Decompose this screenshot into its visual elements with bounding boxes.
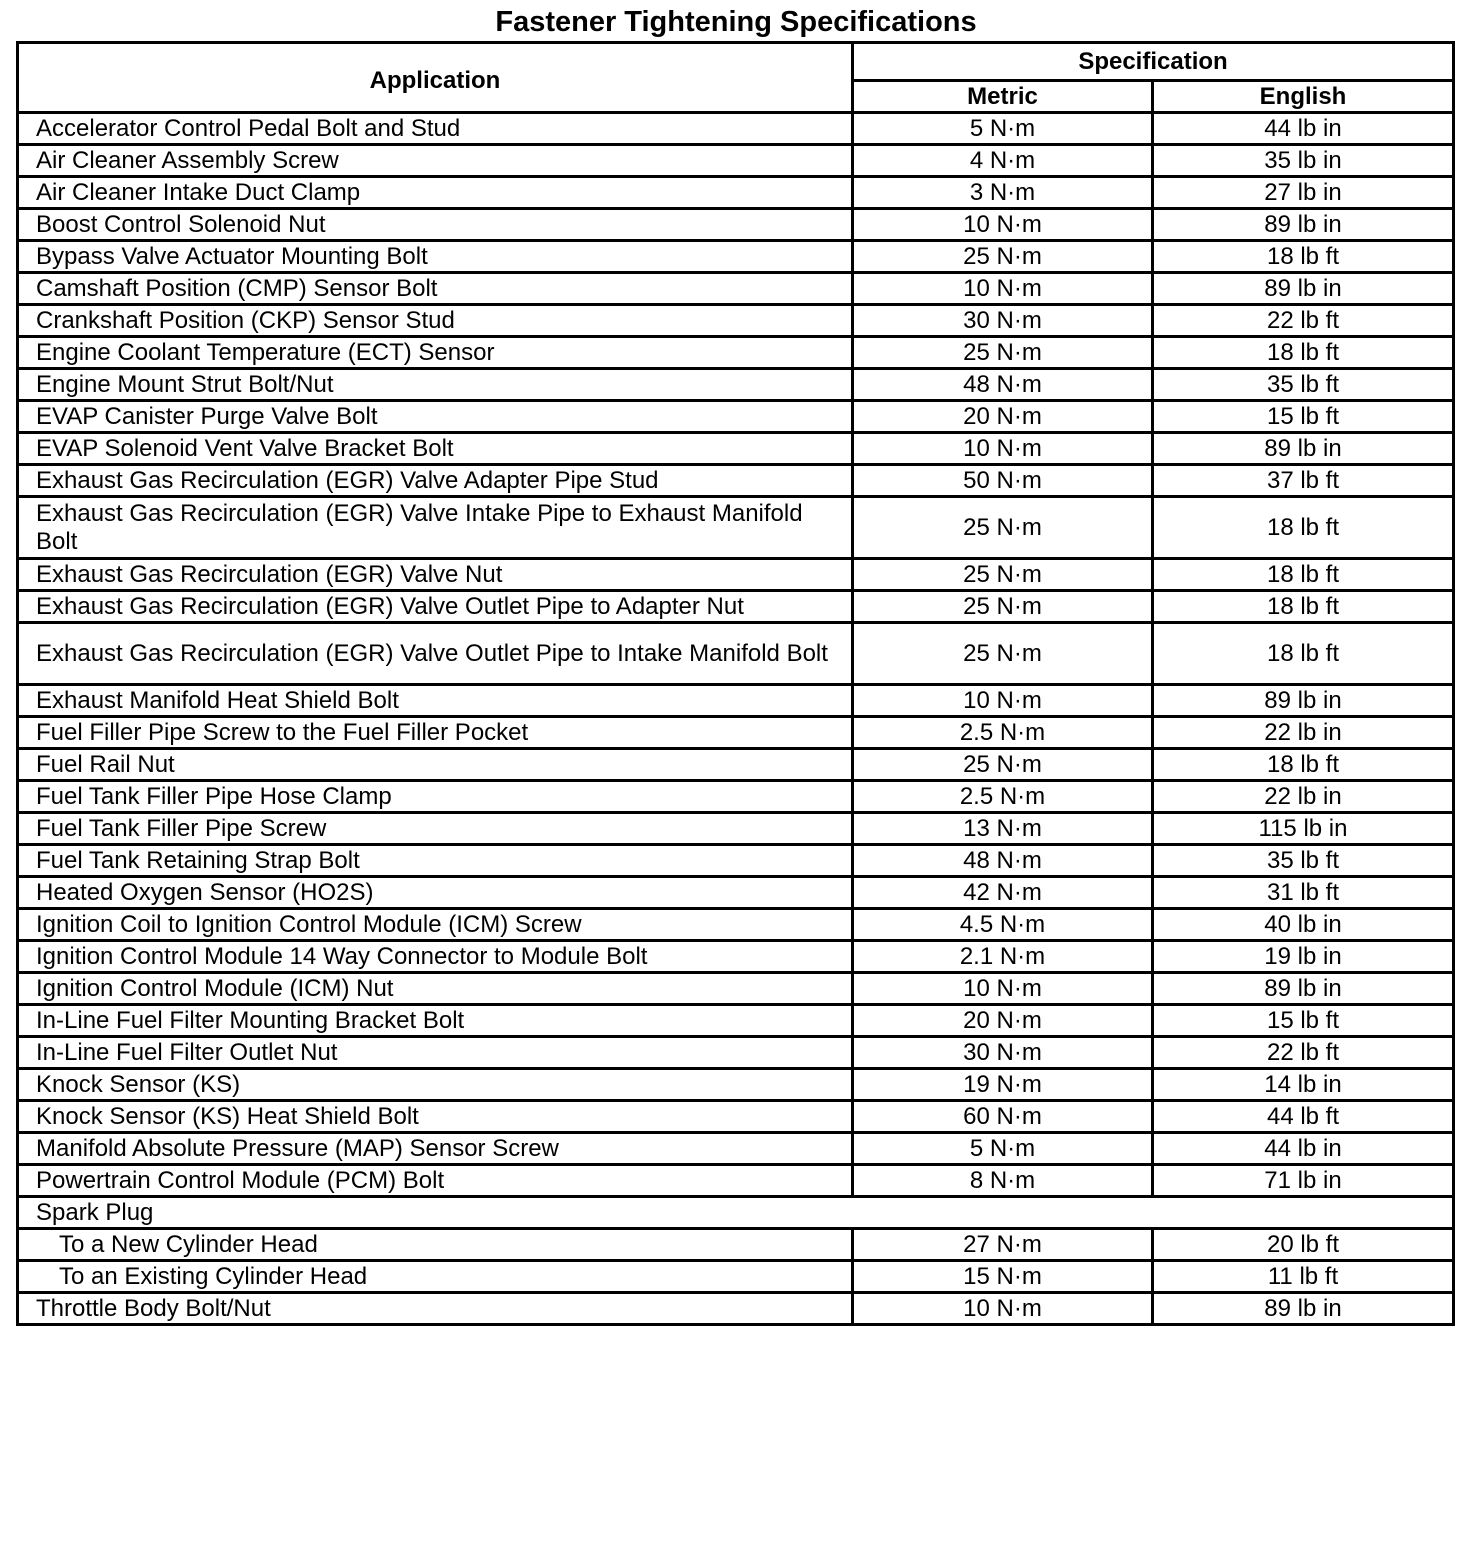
metric-cell: 30 N·m [853,1037,1153,1069]
metric-cell: 10 N·m [853,973,1153,1005]
metric-cell: 25 N·m [853,623,1153,685]
english-cell: 115 lb in [1153,813,1454,845]
application-cell: Air Cleaner Assembly Screw [18,145,853,177]
english-cell: 22 lb ft [1153,305,1454,337]
metric-cell: 48 N·m [853,369,1153,401]
metric-cell: 13 N·m [853,813,1153,845]
table-row [18,177,1454,209]
header-application: Application [18,43,853,113]
english-cell: 35 lb in [1153,145,1454,177]
metric-cell: 20 N·m [853,1005,1153,1037]
english-cell: 89 lb in [1153,973,1454,1005]
english-cell: 19 lb in [1153,941,1454,973]
application-cell: EVAP Canister Purge Valve Bolt [18,401,853,433]
metric-cell: 15 N·m [853,1261,1153,1293]
table-row [18,1069,1454,1101]
english-cell: 31 lb ft [1153,877,1454,909]
application-cell: Camshaft Position (CMP) Sensor Bolt [18,273,853,305]
application-cell: Fuel Rail Nut [18,749,853,781]
english-cell: 44 lb in [1153,113,1454,145]
header-metric: Metric [853,81,1153,113]
table-row [18,145,1454,177]
application-cell: EVAP Solenoid Vent Valve Bracket Bolt [18,433,853,465]
application-cell: Accelerator Control Pedal Bolt and Stud [18,113,853,145]
table-row [18,1229,1454,1261]
english-cell: 15 lb ft [1153,401,1454,433]
table-row [18,305,1454,337]
application-cell: Ignition Control Module 14 Way Connector to Module Bolt [18,941,853,973]
english-cell: 22 lb in [1153,781,1454,813]
fastener-spec-table [16,41,1455,1326]
table-row [18,401,1454,433]
table-row [18,1005,1454,1037]
metric-cell: 60 N·m [853,1101,1153,1133]
table-row [18,209,1454,241]
application-cell: In-Line Fuel Filter Mounting Bracket Bolt [18,1005,853,1037]
english-cell: 18 lb ft [1153,497,1454,559]
english-cell: 18 lb ft [1153,559,1454,591]
english-cell: 18 lb ft [1153,241,1454,273]
table-row [18,273,1454,305]
table-row [18,749,1454,781]
english-cell: 44 lb in [1153,1133,1454,1165]
application-cell: Powertrain Control Module (PCM) Bolt [18,1165,853,1197]
table-row [18,337,1454,369]
metric-cell: 2.5 N·m [853,781,1153,813]
application-cell: Fuel Tank Filler Pipe Hose Clamp [18,781,853,813]
table-row [18,877,1454,909]
application-cell: Exhaust Gas Recirculation (EGR) Valve Outlet Pipe to Adapter Nut [18,591,853,623]
application-cell: Engine Coolant Temperature (ECT) Sensor [18,337,853,369]
metric-cell: 10 N·m [853,685,1153,717]
application-cell: Bypass Valve Actuator Mounting Bolt [18,241,853,273]
metric-cell: 4.5 N·m [853,909,1153,941]
english-cell: 18 lb ft [1153,591,1454,623]
table-row [18,909,1454,941]
metric-cell: 30 N·m [853,305,1153,337]
english-cell: 18 lb ft [1153,337,1454,369]
english-cell: 14 lb in [1153,1069,1454,1101]
metric-cell: 25 N·m [853,559,1153,591]
english-cell: 22 lb in [1153,717,1454,749]
application-cell: Fuel Filler Pipe Screw to the Fuel Filler Pocket [18,717,853,749]
english-cell: 37 lb ft [1153,465,1454,497]
metric-cell: 5 N·m [853,1133,1153,1165]
application-cell: Exhaust Gas Recirculation (EGR) Valve Nut [18,559,853,591]
metric-cell: 27 N·m [853,1229,1153,1261]
metric-cell: 48 N·m [853,845,1153,877]
application-cell: Ignition Control Module (ICM) Nut [18,973,853,1005]
table-row [18,1037,1454,1069]
english-cell: 89 lb in [1153,685,1454,717]
table-row-spark-plug [18,1197,1454,1229]
metric-cell: 25 N·m [853,591,1153,623]
metric-cell: 10 N·m [853,1293,1153,1325]
table-row [18,813,1454,845]
english-cell: 35 lb ft [1153,845,1454,877]
metric-cell: 25 N·m [853,497,1153,559]
table-row [18,369,1454,401]
application-cell: Manifold Absolute Pressure (MAP) Sensor Screw [18,1133,853,1165]
table-row [18,623,1454,685]
metric-cell: 10 N·m [853,209,1153,241]
english-cell: 11 lb ft [1153,1261,1454,1293]
table-row [18,973,1454,1005]
metric-cell: 19 N·m [853,1069,1153,1101]
english-cell: 27 lb in [1153,177,1454,209]
application-cell: Fuel Tank Retaining Strap Bolt [18,845,853,877]
english-cell: 89 lb in [1153,1293,1454,1325]
spark-plug-label: Spark Plug [18,1197,1454,1229]
application-cell: To a New Cylinder Head [18,1229,853,1261]
table-row [18,941,1454,973]
application-cell: Knock Sensor (KS) [18,1069,853,1101]
metric-cell: 10 N·m [853,433,1153,465]
metric-cell: 5 N·m [853,113,1153,145]
metric-cell: 20 N·m [853,401,1153,433]
header-specification: Specification [853,43,1454,81]
english-cell: 89 lb in [1153,209,1454,241]
english-cell: 89 lb in [1153,433,1454,465]
metric-cell: 25 N·m [853,337,1153,369]
english-cell: 22 lb ft [1153,1037,1454,1069]
application-cell: Heated Oxygen Sensor (HO2S) [18,877,853,909]
application-cell: To an Existing Cylinder Head [18,1261,853,1293]
english-cell: 35 lb ft [1153,369,1454,401]
table-row [18,559,1454,591]
application-cell: Boost Control Solenoid Nut [18,209,853,241]
table-row [18,1261,1454,1293]
metric-cell: 42 N·m [853,877,1153,909]
english-cell: 71 lb in [1153,1165,1454,1197]
english-cell: 44 lb ft [1153,1101,1454,1133]
application-cell: Ignition Coil to Ignition Control Module (ICM) Screw [18,909,853,941]
page-title: Fastener Tightening Specifications [495,6,977,38]
table-row [18,685,1454,717]
application-cell: Exhaust Manifold Heat Shield Bolt [18,685,853,717]
table-row [18,845,1454,877]
table-row [18,433,1454,465]
table-row [18,1293,1454,1325]
table-row [18,113,1454,145]
table-row [18,497,1454,559]
table-body [18,113,1454,1325]
application-cell: Knock Sensor (KS) Heat Shield Bolt [18,1101,853,1133]
metric-cell: 3 N·m [853,177,1153,209]
table-row [18,241,1454,273]
application-cell: Exhaust Gas Recirculation (EGR) Valve Adapter Pipe Stud [18,465,853,497]
header-english: English [1153,81,1454,113]
table-row [18,1101,1454,1133]
application-cell: In-Line Fuel Filter Outlet Nut [18,1037,853,1069]
metric-cell: 50 N·m [853,465,1153,497]
metric-cell: 2.5 N·m [853,717,1153,749]
application-cell: Exhaust Gas Recirculation (EGR) Valve Outlet Pipe to Intake Manifold Bolt [18,623,853,685]
english-cell: 89 lb in [1153,273,1454,305]
application-cell: Throttle Body Bolt/Nut [18,1293,853,1325]
application-cell: Engine Mount Strut Bolt/Nut [18,369,853,401]
application-cell: Crankshaft Position (CKP) Sensor Stud [18,305,853,337]
english-cell: 18 lb ft [1153,749,1454,781]
english-cell: 20 lb ft [1153,1229,1454,1261]
table-row [18,1133,1454,1165]
metric-cell: 8 N·m [853,1165,1153,1197]
application-cell: Air Cleaner Intake Duct Clamp [18,177,853,209]
table-row [18,1165,1454,1197]
application-cell: Exhaust Gas Recirculation (EGR) Valve Intake Pipe to Exhaust Manifold Bolt [18,497,853,559]
table-row [18,717,1454,749]
metric-cell: 2.1 N·m [853,941,1153,973]
metric-cell: 10 N·m [853,273,1153,305]
metric-cell: 4 N·m [853,145,1153,177]
table-row [18,591,1454,623]
table-row [18,781,1454,813]
metric-cell: 25 N·m [853,749,1153,781]
english-cell: 40 lb in [1153,909,1454,941]
english-cell: 15 lb ft [1153,1005,1454,1037]
metric-cell: 25 N·m [853,241,1153,273]
table-row [18,465,1454,497]
application-cell: Fuel Tank Filler Pipe Screw [18,813,853,845]
english-cell: 18 lb ft [1153,623,1454,685]
